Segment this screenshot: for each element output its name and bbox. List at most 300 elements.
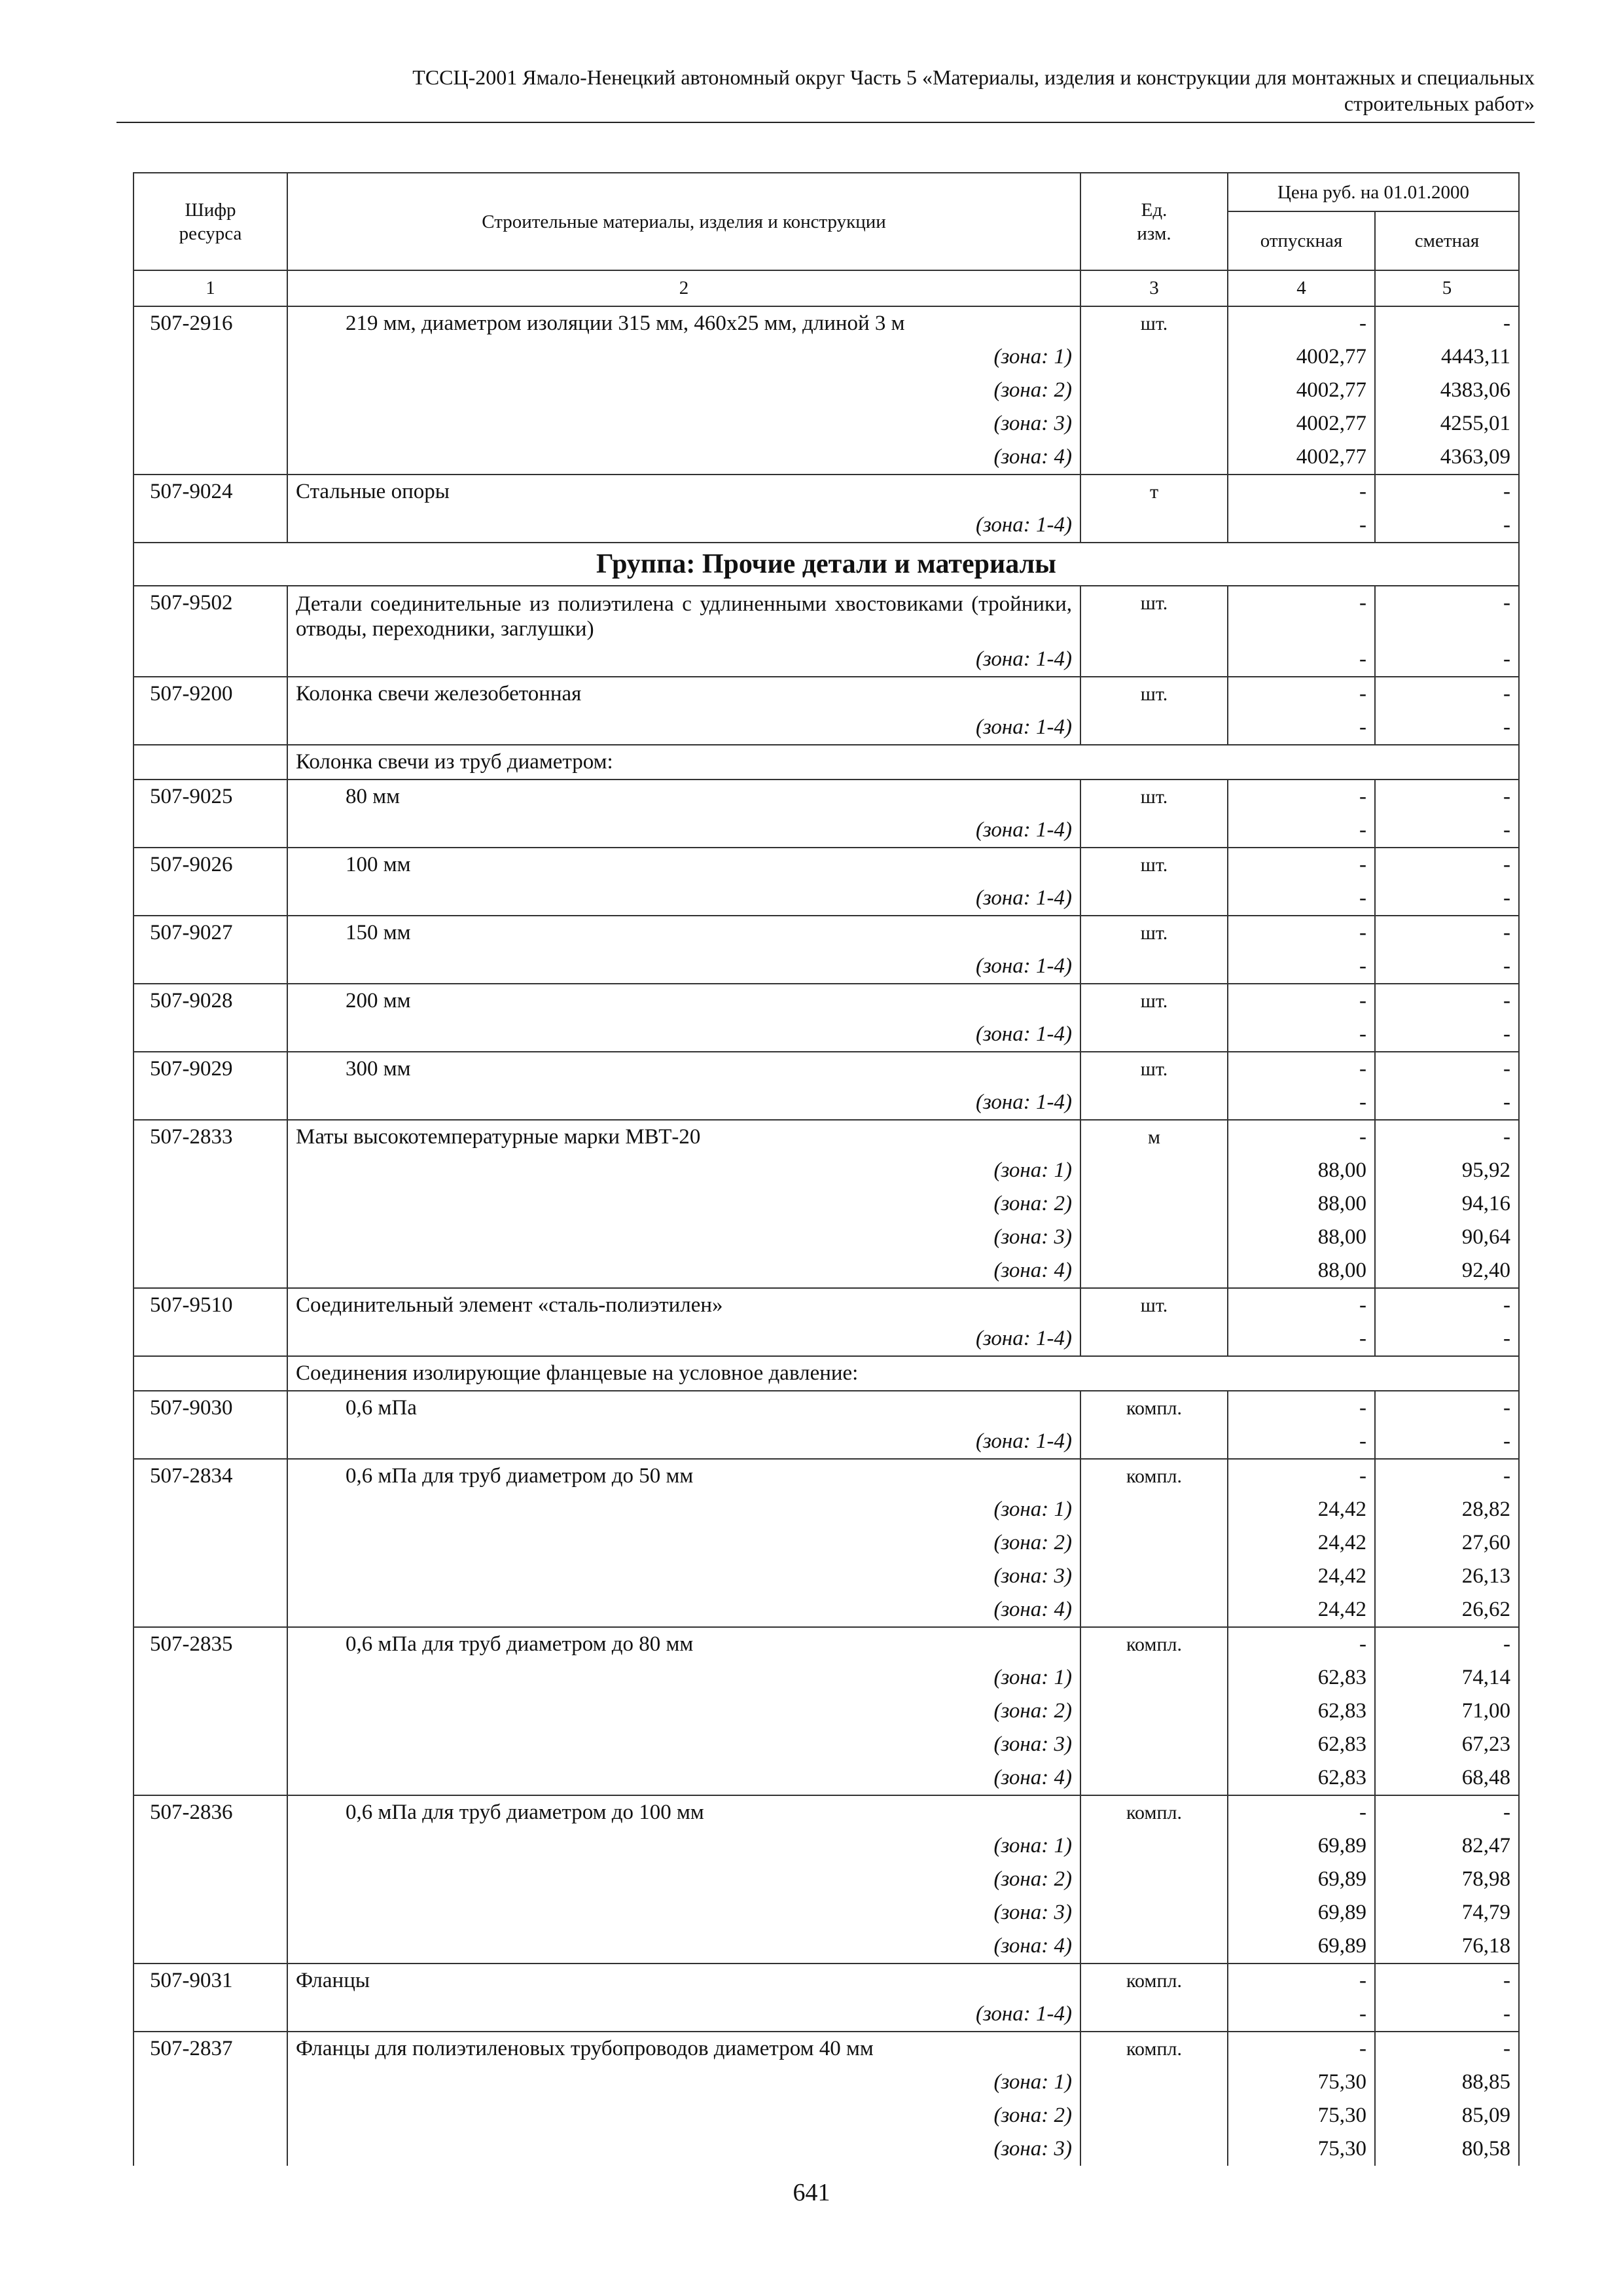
zone-label: (зона: 2) xyxy=(287,1863,1080,1896)
material-name: 0,6 мПа для труб диаметром до 80 мм xyxy=(287,1627,1080,1661)
release-price: 4002,77 xyxy=(1228,374,1375,407)
unit-cell xyxy=(1080,2066,1228,2099)
zone-row xyxy=(134,1187,1519,1221)
resource-code: 507-9024 xyxy=(134,475,287,509)
release-price: - xyxy=(1228,916,1375,950)
zone-row xyxy=(134,711,1519,745)
release-price: - xyxy=(1228,1627,1375,1661)
zone-row xyxy=(134,2132,1519,2166)
unit-cell xyxy=(1080,1661,1228,1695)
resource-code: 507-2834 xyxy=(134,1459,287,1493)
zone-label: (зона: 1-4) xyxy=(287,950,1080,984)
code-cell xyxy=(134,882,287,916)
release-price: - xyxy=(1228,882,1375,916)
unit-cell xyxy=(1080,1254,1228,1288)
estimate-price: - xyxy=(1375,711,1519,745)
unit-cell xyxy=(1080,1322,1228,1356)
release-price: 69,89 xyxy=(1228,1829,1375,1863)
release-price: - xyxy=(1228,1459,1375,1493)
release-price: 62,83 xyxy=(1228,1661,1375,1695)
release-price: - xyxy=(1228,814,1375,848)
zone-row xyxy=(134,2099,1519,2132)
zone-label: (зона: 1-4) xyxy=(287,509,1080,543)
estimate-price: 27,60 xyxy=(1375,1526,1519,1560)
estimate-price: - xyxy=(1375,1288,1519,1322)
code-cell xyxy=(134,440,287,475)
header-unit-label: Ед. изм. xyxy=(1137,199,1171,244)
estimate-price: 4383,06 xyxy=(1375,374,1519,407)
table-row xyxy=(134,1288,1519,1322)
resource-code: 507-2836 xyxy=(134,1795,287,1829)
zone-row xyxy=(134,1695,1519,1728)
zone-label: (зона: 4) xyxy=(287,440,1080,475)
zone-row xyxy=(134,1254,1519,1288)
table-row xyxy=(134,780,1519,814)
unit-cell: шт. xyxy=(1080,916,1228,950)
estimate-price: - xyxy=(1375,984,1519,1018)
estimate-price: - xyxy=(1375,780,1519,814)
resource-code: 507-9030 xyxy=(134,1391,287,1425)
estimate-price: 68,48 xyxy=(1375,1761,1519,1795)
header-estimate-price: сметная xyxy=(1375,211,1519,270)
unit-cell xyxy=(1080,1829,1228,1863)
code-cell xyxy=(134,1018,287,1052)
unit-cell: м xyxy=(1080,1120,1228,1154)
unit-cell: компл. xyxy=(1080,1459,1228,1493)
group-row xyxy=(134,543,1519,586)
code-cell xyxy=(134,1356,287,1391)
resource-code: 507-2837 xyxy=(134,2032,287,2066)
estimate-price: - xyxy=(1375,1627,1519,1661)
release-price: - xyxy=(1228,950,1375,984)
release-price: - xyxy=(1228,780,1375,814)
release-price: 88,00 xyxy=(1228,1187,1375,1221)
unit-cell: шт. xyxy=(1080,586,1228,643)
unit-cell: шт. xyxy=(1080,780,1228,814)
material-name: Фланцы для полиэтиленовых трубопроводов диаметром 40 мм xyxy=(287,2032,1080,2066)
estimate-price: 26,62 xyxy=(1375,1593,1519,1627)
estimate-price: - xyxy=(1375,677,1519,711)
table-row xyxy=(134,586,1519,643)
unit-cell: шт. xyxy=(1080,984,1228,1018)
release-price: - xyxy=(1228,643,1375,677)
code-cell xyxy=(134,1254,287,1288)
estimate-price: - xyxy=(1375,882,1519,916)
column-number: 1 xyxy=(134,270,287,306)
resource-code: 507-9200 xyxy=(134,677,287,711)
code-cell xyxy=(134,1829,287,1863)
zone-row xyxy=(134,814,1519,848)
unit-cell xyxy=(1080,1425,1228,1459)
release-price: - xyxy=(1228,1964,1375,1998)
zone-row xyxy=(134,2066,1519,2099)
unit-cell: компл. xyxy=(1080,1391,1228,1425)
zone-row xyxy=(134,1929,1519,1964)
resource-code: 507-9510 xyxy=(134,1288,287,1322)
estimate-price: 4255,01 xyxy=(1375,407,1519,440)
header-release-price: отпускная xyxy=(1228,211,1375,270)
zone-label: (зона: 1-4) xyxy=(287,643,1080,677)
unit-cell: шт. xyxy=(1080,306,1228,340)
table-row xyxy=(134,1391,1519,1425)
estimate-price: - xyxy=(1375,509,1519,543)
estimate-price: 28,82 xyxy=(1375,1493,1519,1526)
subheader-row xyxy=(134,1356,1519,1391)
resource-code: 507-2833 xyxy=(134,1120,287,1154)
zone-row xyxy=(134,643,1519,677)
unit-cell xyxy=(1080,882,1228,916)
table-row xyxy=(134,1795,1519,1829)
estimate-price: - xyxy=(1375,1459,1519,1493)
estimate-price: 71,00 xyxy=(1375,1695,1519,1728)
release-price: 4002,77 xyxy=(1228,440,1375,475)
release-price: - xyxy=(1228,1086,1375,1120)
zone-label: (зона: 1-4) xyxy=(287,1322,1080,1356)
resource-code: 507-9025 xyxy=(134,780,287,814)
table-row xyxy=(134,1120,1519,1154)
release-price: - xyxy=(1228,1391,1375,1425)
code-cell xyxy=(134,1593,287,1627)
page-number: 641 xyxy=(793,2179,830,2206)
page-header xyxy=(116,64,1535,123)
unit-cell xyxy=(1080,814,1228,848)
unit-cell xyxy=(1080,1998,1228,2032)
header-name: Строительные материалы, изделия и конструкции xyxy=(287,173,1080,270)
zone-label: (зона: 1) xyxy=(287,1661,1080,1695)
zone-row xyxy=(134,1728,1519,1761)
material-name: Маты высокотемпературные марки МВТ-20 xyxy=(287,1120,1080,1154)
estimate-price: - xyxy=(1375,1322,1519,1356)
unit-cell xyxy=(1080,1695,1228,1728)
code-cell xyxy=(134,1728,287,1761)
material-name: 0,6 мПа для труб диаметром до 50 мм xyxy=(287,1459,1080,1493)
code-cell xyxy=(134,643,287,677)
release-price: 88,00 xyxy=(1228,1254,1375,1288)
unit-cell xyxy=(1080,1086,1228,1120)
release-price: 24,42 xyxy=(1228,1493,1375,1526)
column-number: 5 xyxy=(1375,270,1519,306)
unit-cell: компл. xyxy=(1080,1795,1228,1829)
zone-label: (зона: 1-4) xyxy=(287,1018,1080,1052)
resource-code: 507-9026 xyxy=(134,848,287,882)
resource-code: 507-9028 xyxy=(134,984,287,1018)
estimate-price: 26,13 xyxy=(1375,1560,1519,1593)
zone-row xyxy=(134,1018,1519,1052)
release-price: - xyxy=(1228,711,1375,745)
zone-label: (зона: 1-4) xyxy=(287,1425,1080,1459)
unit-cell xyxy=(1080,2099,1228,2132)
zone-row xyxy=(134,509,1519,543)
resource-code: 507-2835 xyxy=(134,1627,287,1661)
estimate-price: - xyxy=(1375,1120,1519,1154)
material-name: Фланцы xyxy=(287,1964,1080,1998)
code-cell xyxy=(134,2132,287,2166)
code-cell xyxy=(134,950,287,984)
unit-cell xyxy=(1080,407,1228,440)
zone-row xyxy=(134,1761,1519,1795)
unit-cell: шт. xyxy=(1080,677,1228,711)
zone-label: (зона: 3) xyxy=(287,407,1080,440)
material-name: 80 мм xyxy=(287,780,1080,814)
code-cell xyxy=(134,1929,287,1964)
release-price: - xyxy=(1228,2032,1375,2066)
estimate-price: 67,23 xyxy=(1375,1728,1519,1761)
estimate-price: - xyxy=(1375,1052,1519,1086)
table-body xyxy=(134,306,1519,2166)
table-row xyxy=(134,306,1519,340)
header-code xyxy=(134,173,287,270)
unit-cell xyxy=(1080,2132,1228,2166)
price-table xyxy=(133,172,1520,2166)
estimate-price: 95,92 xyxy=(1375,1154,1519,1187)
zone-label: (зона: 3) xyxy=(287,1896,1080,1929)
release-price: - xyxy=(1228,1018,1375,1052)
code-cell xyxy=(134,1425,287,1459)
estimate-price: 88,85 xyxy=(1375,2066,1519,2099)
code-cell xyxy=(134,1695,287,1728)
code-cell xyxy=(134,1187,287,1221)
unit-cell: компл. xyxy=(1080,1627,1228,1661)
release-price: 88,00 xyxy=(1228,1221,1375,1254)
estimate-price: 74,79 xyxy=(1375,1896,1519,1929)
code-cell xyxy=(134,509,287,543)
code-cell xyxy=(134,1998,287,2032)
estimate-price: - xyxy=(1375,643,1519,677)
header-unit xyxy=(1080,173,1228,270)
release-price: - xyxy=(1228,848,1375,882)
zone-label: (зона: 2) xyxy=(287,1526,1080,1560)
resource-code: 507-9502 xyxy=(134,586,287,643)
zone-label: (зона: 4) xyxy=(287,1254,1080,1288)
release-price: 62,83 xyxy=(1228,1695,1375,1728)
release-price: - xyxy=(1228,1120,1375,1154)
resource-code: 507-9031 xyxy=(134,1964,287,1998)
zone-label: (зона: 1) xyxy=(287,1154,1080,1187)
table-header xyxy=(134,173,1519,306)
table-row xyxy=(134,475,1519,509)
unit-cell: шт. xyxy=(1080,848,1228,882)
material-name: 200 мм xyxy=(287,984,1080,1018)
estimate-price: - xyxy=(1375,586,1519,643)
unit-cell: шт. xyxy=(1080,1052,1228,1086)
material-name: Колонка свечи железобетонная xyxy=(287,677,1080,711)
code-cell xyxy=(134,1493,287,1526)
table-row xyxy=(134,1964,1519,1998)
zone-label: (зона: 1) xyxy=(287,340,1080,374)
release-price: 69,89 xyxy=(1228,1863,1375,1896)
release-price: 24,42 xyxy=(1228,1560,1375,1593)
zone-label: (зона: 4) xyxy=(287,1761,1080,1795)
unit-cell xyxy=(1080,1221,1228,1254)
code-cell xyxy=(134,1221,287,1254)
material-name: 0,6 мПа xyxy=(287,1391,1080,1425)
unit-cell xyxy=(1080,1593,1228,1627)
release-price: 69,89 xyxy=(1228,1896,1375,1929)
zone-row xyxy=(134,1425,1519,1459)
estimate-price: - xyxy=(1375,1086,1519,1120)
estimate-price: - xyxy=(1375,950,1519,984)
zone-row xyxy=(134,440,1519,475)
unit-cell xyxy=(1080,1929,1228,1964)
unit-cell xyxy=(1080,340,1228,374)
estimate-price: - xyxy=(1375,1998,1519,2032)
unit-cell xyxy=(1080,950,1228,984)
unit-cell xyxy=(1080,1896,1228,1929)
unit-cell: шт. xyxy=(1080,1288,1228,1322)
zone-label: (зона: 2) xyxy=(287,1695,1080,1728)
release-price: 69,89 xyxy=(1228,1929,1375,1964)
release-price: 88,00 xyxy=(1228,1154,1375,1187)
zone-label: (зона: 1) xyxy=(287,1493,1080,1526)
code-cell xyxy=(134,374,287,407)
unit-cell: компл. xyxy=(1080,2032,1228,2066)
zone-label: (зона: 1) xyxy=(287,1829,1080,1863)
release-price: - xyxy=(1228,306,1375,340)
unit-cell xyxy=(1080,711,1228,745)
code-cell xyxy=(134,1322,287,1356)
release-price: - xyxy=(1228,475,1375,509)
estimate-price: 4363,09 xyxy=(1375,440,1519,475)
header-code-label: Шифр ресурса xyxy=(179,199,242,244)
zone-label: (зона: 2) xyxy=(287,374,1080,407)
zone-label: (зона: 1) xyxy=(287,2066,1080,2099)
zone-label: (зона: 2) xyxy=(287,1187,1080,1221)
zone-label: (зона: 1-4) xyxy=(287,711,1080,745)
group-title: Группа: Прочие детали и материалы xyxy=(134,543,1519,586)
zone-row xyxy=(134,1086,1519,1120)
estimate-price: - xyxy=(1375,2032,1519,2066)
unit-cell xyxy=(1080,1018,1228,1052)
material-name: 100 мм xyxy=(287,848,1080,882)
release-price: - xyxy=(1228,1052,1375,1086)
release-price: - xyxy=(1228,586,1375,643)
estimate-price: - xyxy=(1375,848,1519,882)
code-cell xyxy=(134,1896,287,1929)
zone-label: (зона: 1-4) xyxy=(287,1998,1080,2032)
table-row xyxy=(134,1459,1519,1493)
estimate-price: 85,09 xyxy=(1375,2099,1519,2132)
estimate-price: 92,40 xyxy=(1375,1254,1519,1288)
release-price: 4002,77 xyxy=(1228,340,1375,374)
unit-cell xyxy=(1080,1761,1228,1795)
estimate-price: - xyxy=(1375,1018,1519,1052)
zone-row xyxy=(134,1154,1519,1187)
column-number: 3 xyxy=(1080,270,1228,306)
code-cell xyxy=(134,2066,287,2099)
table-row xyxy=(134,984,1519,1018)
unit-cell xyxy=(1080,1187,1228,1221)
subheader-row xyxy=(134,745,1519,780)
header-title-line-2: строительных работ» xyxy=(1344,92,1535,115)
release-price: 75,30 xyxy=(1228,2066,1375,2099)
zone-row xyxy=(134,1493,1519,1526)
resource-code: 507-2916 xyxy=(134,306,287,340)
table-row xyxy=(134,1052,1519,1086)
table-row xyxy=(134,2032,1519,2066)
header-price: Цена руб. на 01.01.2000 xyxy=(1228,173,1519,211)
estimate-price: - xyxy=(1375,1795,1519,1829)
estimate-price: - xyxy=(1375,475,1519,509)
estimate-price: - xyxy=(1375,306,1519,340)
resource-code: 507-9029 xyxy=(134,1052,287,1086)
zone-row xyxy=(134,1896,1519,1929)
estimate-price: 78,98 xyxy=(1375,1863,1519,1896)
material-name: Стальные опоры xyxy=(287,475,1080,509)
estimate-price: 94,16 xyxy=(1375,1187,1519,1221)
material-name: Соединительный элемент «сталь-полиэтилен» xyxy=(287,1288,1080,1322)
header-title-line-1: ТССЦ-2001 Ямало-Ненецкий автономный округ Часть 5 «Материалы, изделия и конструкции для монтажных и специальных xyxy=(412,65,1535,89)
table-row xyxy=(134,677,1519,711)
zone-label: (зона: 1-4) xyxy=(287,1086,1080,1120)
code-cell xyxy=(134,1560,287,1593)
estimate-price: - xyxy=(1375,1391,1519,1425)
zone-row xyxy=(134,950,1519,984)
table-row xyxy=(134,916,1519,950)
zone-row xyxy=(134,1221,1519,1254)
zone-label: (зона: 3) xyxy=(287,2132,1080,2166)
zone-row xyxy=(134,407,1519,440)
release-price: - xyxy=(1228,509,1375,543)
table-row xyxy=(134,1627,1519,1661)
zone-row xyxy=(134,340,1519,374)
unit-cell xyxy=(1080,1560,1228,1593)
code-cell xyxy=(134,814,287,848)
column-number: 2 xyxy=(287,270,1080,306)
subheader-text: Соединения изолирующие фланцевые на условное давление: xyxy=(287,1356,1519,1391)
release-price: 75,30 xyxy=(1228,2099,1375,2132)
unit-cell xyxy=(1080,374,1228,407)
estimate-price: 82,47 xyxy=(1375,1829,1519,1863)
zone-label: (зона: 3) xyxy=(287,1221,1080,1254)
zone-label: (зона: 4) xyxy=(287,1929,1080,1964)
estimate-price: - xyxy=(1375,814,1519,848)
code-cell xyxy=(134,340,287,374)
code-cell xyxy=(134,1661,287,1695)
table-row xyxy=(134,848,1519,882)
code-cell xyxy=(134,1863,287,1896)
unit-cell xyxy=(1080,1526,1228,1560)
resource-code: 507-9027 xyxy=(134,916,287,950)
estimate-price: 90,64 xyxy=(1375,1221,1519,1254)
zone-row xyxy=(134,1829,1519,1863)
code-cell xyxy=(134,711,287,745)
code-cell xyxy=(134,1086,287,1120)
zone-row xyxy=(134,1661,1519,1695)
zone-row xyxy=(134,1560,1519,1593)
zone-label: (зона: 3) xyxy=(287,1728,1080,1761)
unit-cell xyxy=(1080,440,1228,475)
material-name: 300 мм xyxy=(287,1052,1080,1086)
zone-label: (зона: 2) xyxy=(287,2099,1080,2132)
unit-cell: т xyxy=(1080,475,1228,509)
unit-cell xyxy=(1080,643,1228,677)
code-cell xyxy=(134,1154,287,1187)
code-cell xyxy=(134,745,287,780)
release-price: - xyxy=(1228,1795,1375,1829)
release-price: 62,83 xyxy=(1228,1728,1375,1761)
estimate-price: 74,14 xyxy=(1375,1661,1519,1695)
estimate-price: - xyxy=(1375,1964,1519,1998)
unit-cell xyxy=(1080,1728,1228,1761)
code-cell xyxy=(134,1526,287,1560)
material-name: Детали соединительные из полиэтилена с удлиненными хвостовиками (тройники, отводы, переходники, заглушки) xyxy=(287,586,1080,643)
release-price: 24,42 xyxy=(1228,1526,1375,1560)
zone-row xyxy=(134,1998,1519,2032)
zone-row xyxy=(134,1593,1519,1627)
zone-label: (зона: 4) xyxy=(287,1593,1080,1627)
zone-row xyxy=(134,882,1519,916)
estimate-price: - xyxy=(1375,1425,1519,1459)
